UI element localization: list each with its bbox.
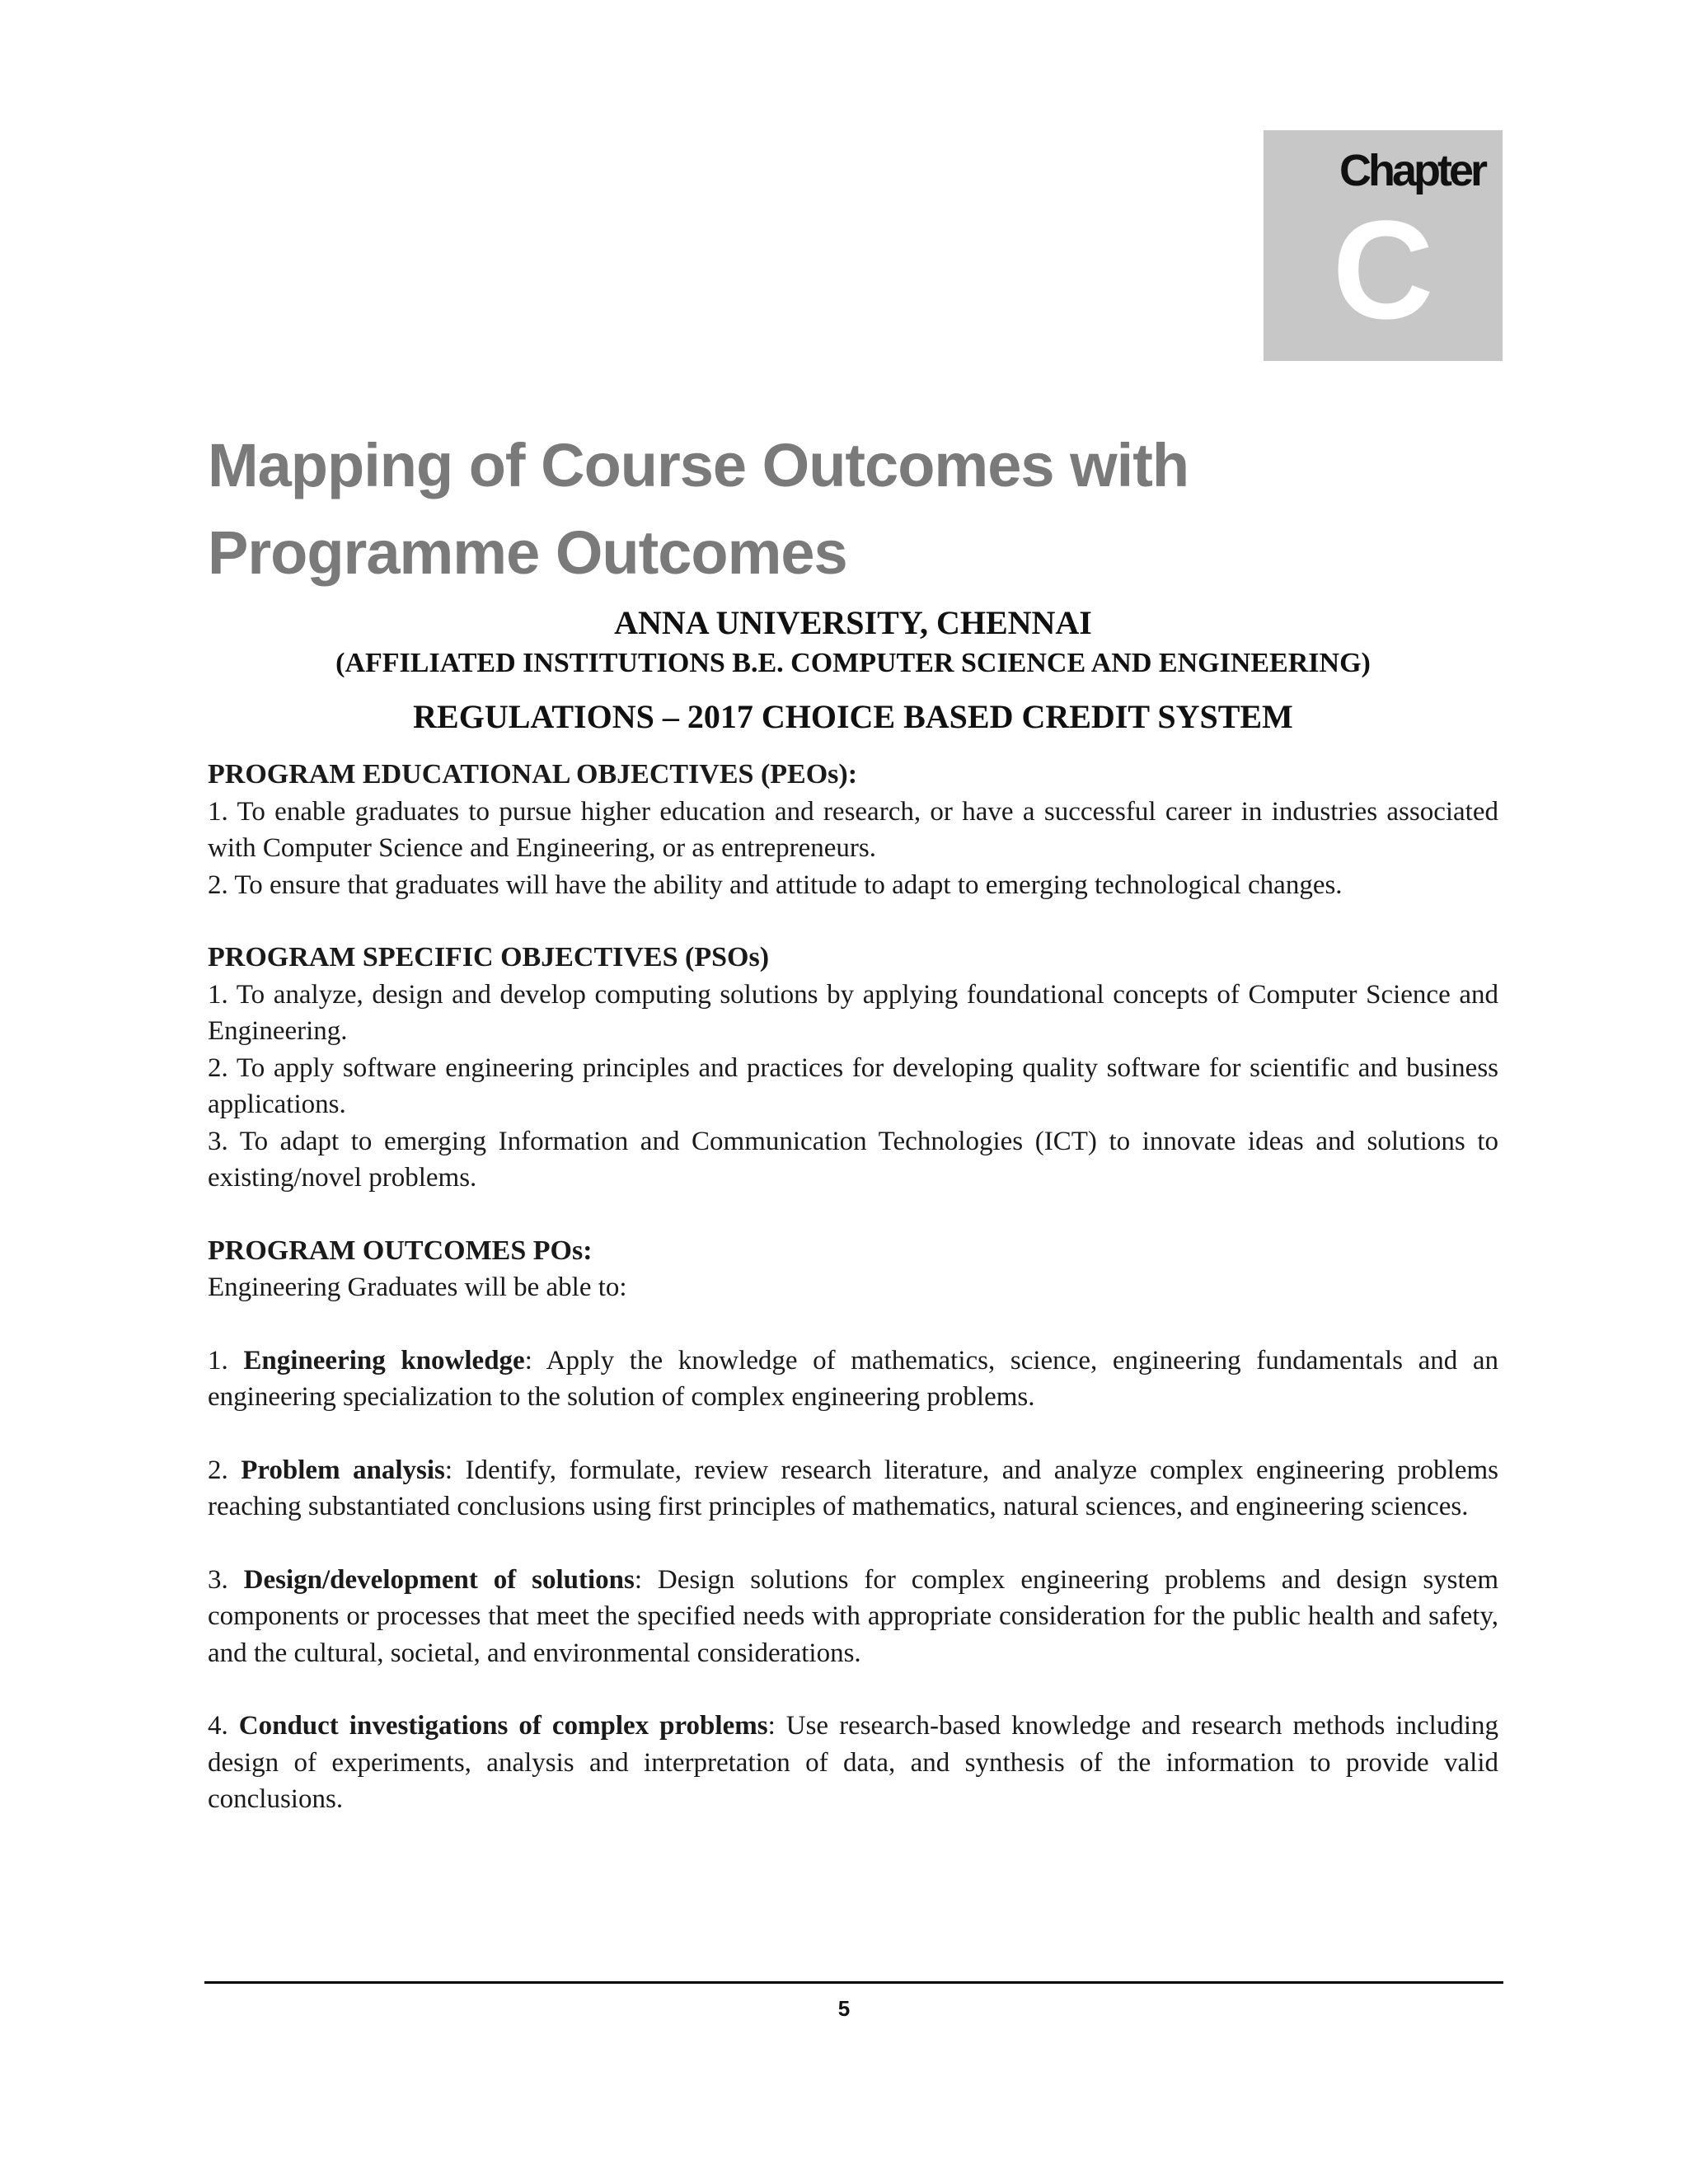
pso-item: 2. To apply software engineering principles and practices for developing quality software for scientific and business applications. <box>208 1052 1498 1119</box>
title-line-1: Mapping of Course Outcomes with <box>208 431 1189 499</box>
po-item <box>208 1562 1498 1672</box>
peos-heading: PROGRAM EDUCATIONAL OBJECTIVES (PEOs): <box>208 759 858 790</box>
po-description: : Apply the knowledge of mathematics, science, engineering fundamentals and an engineering specialization to the solution of complex engineering problems. <box>208 1345 1499 1412</box>
psos-heading: PROGRAM SPECIFIC OBJECTIVES (PSOs) <box>208 942 770 972</box>
po-item <box>208 1343 1498 1416</box>
po-term: Conduct investigations of complex problems <box>238 1711 768 1741</box>
affiliation-heading: (AFFILIATED INSTITUTIONS B.E. COMPUTER SCIENCE AND ENGINEERING) <box>335 648 1371 678</box>
po-term: Problem analysis <box>241 1455 445 1485</box>
regulations-heading: REGULATIONS – 2017 CHOICE BASED CREDIT SYSTEM <box>413 698 1293 735</box>
title-line-2: Programme Outcomes <box>208 518 847 587</box>
page-title <box>208 422 1444 597</box>
page-number: 5 <box>837 1996 851 2021</box>
spacer <box>208 1306 1498 1343</box>
pos-intro: Engineering Graduates will be able to: <box>208 1272 627 1302</box>
po-description: : Identify, formulate, review research literature, and analyze complex engineering problems reaching substantiated conclusions using first principles of mathematics, natural sciences, and engineering sciences. <box>208 1455 1499 1521</box>
po-number: 1. <box>208 1345 244 1376</box>
spacer <box>208 1671 1498 1708</box>
spacer <box>208 1416 1498 1452</box>
po-description: : Design solutions for complex engineering problems and design system components or processes that meet the specified needs with appropriate consideration for the public health and safety, and the cultural, societal, and environmental considerations. <box>208 1564 1499 1668</box>
document-body <box>208 757 1498 1818</box>
spacer <box>208 1526 1498 1562</box>
peo-item: 1. To enable graduates to pursue higher education and research, or have a successful career in industries associated with Computer Science and Engineering, or as entrepreneurs. <box>208 796 1498 863</box>
po-number: 4. <box>208 1711 239 1741</box>
peo-item: 2. To ensure that graduates will have the ability and attitude to adapt to emerging technological changes. <box>208 869 1343 900</box>
chapter-badge <box>1264 130 1503 361</box>
po-description: : Use research-based knowledge and research methods including design of experiments, analysis and interpretation of data, and synthesis of the information to provide valid conclusions. <box>208 1711 1498 1814</box>
po-number: 2. <box>208 1455 241 1485</box>
pos-heading: PROGRAM OUTCOMES POs: <box>208 1235 593 1266</box>
po-item <box>208 1452 1498 1526</box>
chapter-label: Chapter <box>1339 146 1484 195</box>
university-heading: ANNA UNIVERSITY, CHENNAI <box>614 604 1092 641</box>
spacer <box>208 1197 1498 1233</box>
footer-divider <box>204 1981 1503 1984</box>
po-item <box>208 1708 1498 1818</box>
po-number: 3. <box>208 1564 244 1595</box>
po-term: Design/development of solutions <box>243 1564 635 1595</box>
pso-item: 1. To analyze, design and develop computing solutions by applying foundational concepts of Computer Science and Engineering. <box>208 979 1498 1046</box>
spacer <box>208 903 1498 940</box>
pso-item: 3. To adapt to emerging Information and Communication Technologies (ICT) to innovate ideas and solutions to existing/novel problems. <box>208 1126 1498 1193</box>
chapter-letter: C <box>1332 192 1434 349</box>
po-term: Engineering knowledge <box>243 1345 525 1376</box>
